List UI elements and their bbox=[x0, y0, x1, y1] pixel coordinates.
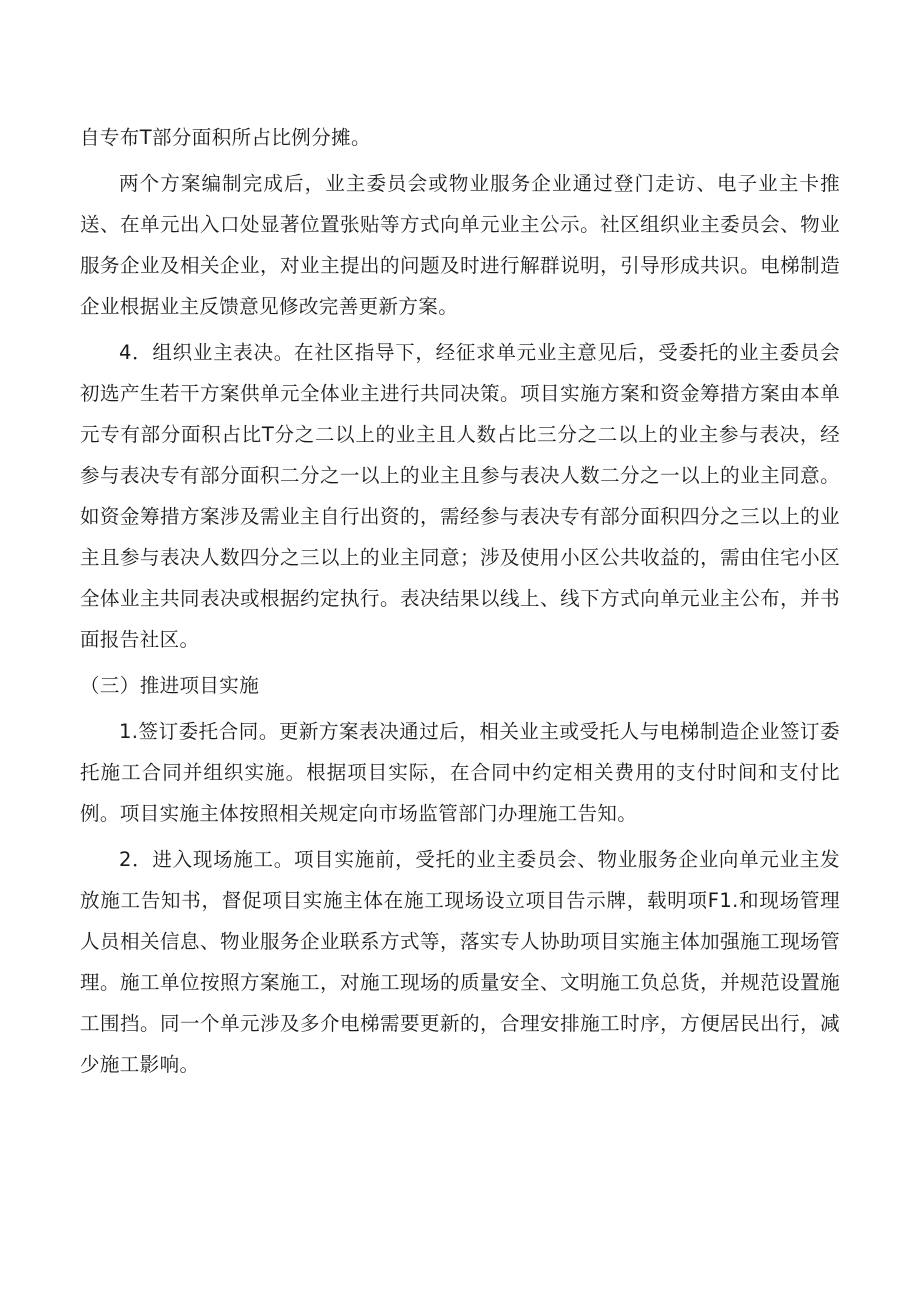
section-heading: （三）推进项目实施 bbox=[80, 674, 260, 697]
paragraph-continuation: 自专布T部分面积所占比例分摊。 bbox=[80, 126, 371, 149]
paragraph-sign-contract: 1.签订委托合同。更新方案表决通过后，相关业主或受托人与电梯制造企业签订委托施工合同并组织实施。根据项目实际，在合同中约定相关费用的支付时间和支付比例。项目实施主体按照相关规定向市场监管部门办理施工告知。 bbox=[80, 720, 840, 825]
paragraph-publicity: 两个方案编制完成后，业主委员会或物业服务企业通过登门走访、电子业主卡推送、在单元出入口处显著位置张贴等方式向单元业主公示。社区组织业主委员会、物业服务企业及相关企业，对业主提出的问题及时进行解群说明，引导形成共识。电梯制造企业根据业主反馈意见修改完善更新方案。 bbox=[80, 172, 840, 318]
document-body bbox=[80, 117, 840, 1085]
paragraph-owner-vote: 4．组织业主表决。在社区指导下，经征求单元业主意见后，受委托的业主委员会初选产生若干方案供单元全体业主进行共同决策。项目实施方案和资金筹措方案由本单元专有部分面积占比T分之二以上的业主且人数占比三分之二以上的业主参与表决，经参与表决专有部分面积二分之一以上的业主且参与表决人数二分之一以上的业主同意。如资金筹措方案涉及需业主自行出资的，需经参与表决专有部分面积四分之三以上的业主且参与表决人数四分之三以上的业主同意；涉及使用小区公共收益的，需由住宅小区全体业主共同表决或根据约定执行。表决结果以线上、线下方式向单元业主公布，并书面报告社区。 bbox=[80, 341, 840, 651]
paragraph-site-construction: 2．进入现场施工。项目实施前，受托的业主委员会、物业服务企业向单元业主发放施工告知书，督促项目实施主体在施工现场设立项目告示牌，载明项F1.和现场管理人员相关信息、物业服务企业联系方式等，落实专人协助项目实施主体加强施工现场管理。施工单位按照方案施工，对施工现场的质量安全、文明施工负总货，并规范设置施工围挡。同一个单元涉及多介电梯需要更新的，合理安排施工时序，方便居民出行，减少施工影响。 bbox=[80, 848, 840, 1076]
